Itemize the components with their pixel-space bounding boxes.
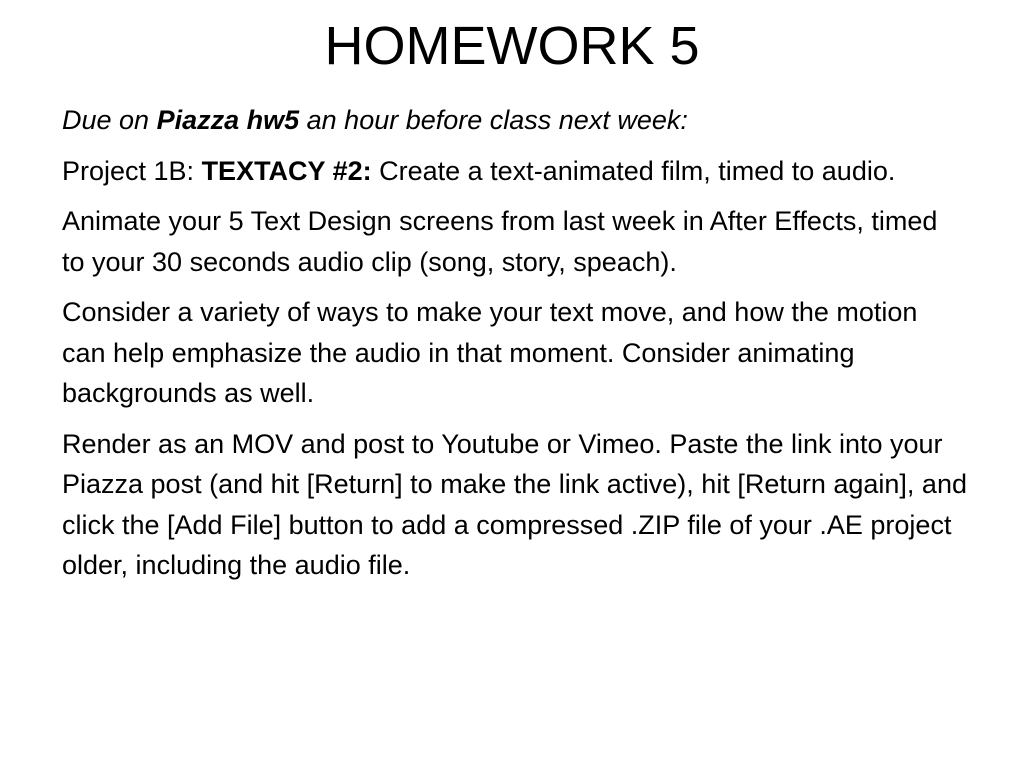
paragraph-render: Render as an MOV and post to Youtube or Vimeo. Paste the link into your Piazza post (and hit [Return] to make the link active), hit [Return again], and click the [Add File] button to add a compressed .ZIP file of your .AE project older, including the audio file. (62, 428, 967, 580)
paragraph-consider: Consider a variety of ways to make your text move, and how the motion can help emphasize the audio in that moment. Consider animating backgrounds as well. (62, 297, 918, 408)
project-description: Create a text-animated film, timed to audio. (371, 155, 896, 186)
paragraph-animate: Animate your 5 Text Design screens from last week in After Effects, timed to your 30 seconds audio clip (song, story, speach). (62, 206, 938, 277)
due-location: Piazza hw5 (156, 105, 300, 135)
project-prefix: Project 1B: (62, 155, 202, 186)
due-suffix: an hour before class next week: (299, 105, 688, 135)
slide-body (62, 100, 967, 596)
project-line (62, 151, 967, 192)
due-prefix: Due on (62, 105, 157, 135)
due-line (62, 100, 967, 141)
slide-title: HOMEWORK 5 (324, 16, 700, 76)
project-name: TEXTACY #2: (201, 155, 372, 186)
